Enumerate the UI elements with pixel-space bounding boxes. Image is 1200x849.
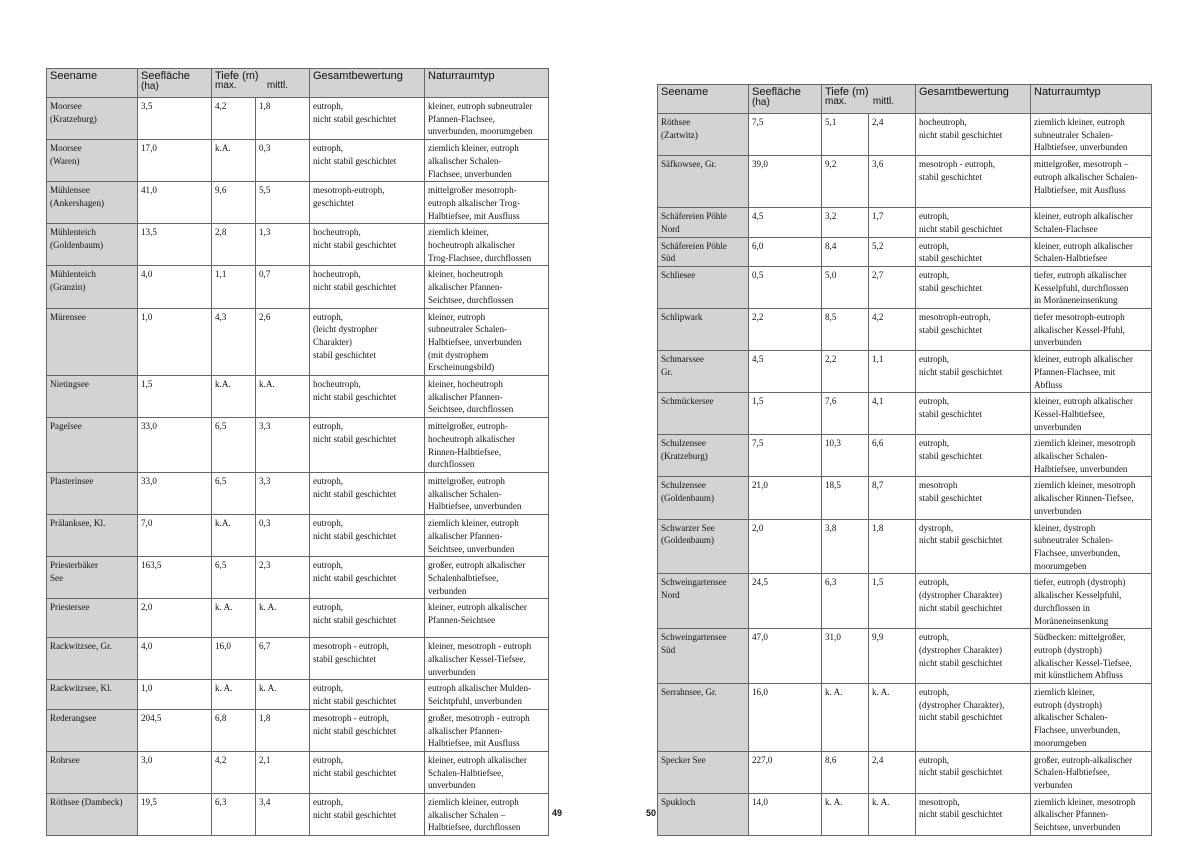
header-naturraumtyp: Naturraumtyp [1031, 85, 1152, 114]
header-seename: Seename [47, 69, 138, 98]
cell-gesamtbewertung: eutroph, nicht stabil geschichtet [310, 418, 425, 473]
cell-naturraumtyp: kleiner, dystroph subneutraler Schalen- Flachsee, unverbunden, moorumgeben [1031, 519, 1152, 574]
cell-seeflaeche: 4,5 [749, 351, 822, 393]
cell-tiefe-max: 6,3 [822, 574, 869, 629]
header-tiefe: Tiefe (m) max. mittl. [212, 69, 310, 98]
cell-seename: Schweingartensee Nord [658, 574, 749, 629]
cell-seeflaeche: 19,5 [138, 794, 212, 836]
cell-naturraumtyp: eutroph alkalischer Mulden- Seichtpfuhl, unverbunden [425, 680, 549, 709]
cell-naturraumtyp: großer, mesotroph - eutroph alkalischer Pfannen- Halbtiefsee, mit Ausfluss [425, 709, 549, 751]
cell-seename: Mühlenteich (Granzin) [47, 266, 138, 308]
cell-seename: Schwarzer See (Goldenbaum) [658, 519, 749, 574]
cell-seename: Moorsee (Waren) [47, 140, 138, 182]
cell-seename: Serrahnsee, Gr. [658, 684, 749, 752]
cell-tiefe-max: 4,2 [212, 98, 256, 140]
cell-seename: Mürensee [47, 308, 138, 376]
cell-naturraumtyp: kleiner, eutroph alkalischer Schalen-Flachsee [1031, 208, 1152, 237]
cell-naturraumtyp: kleiner, hocheutroph alkalischer Pfannen- Seichtsee, durchflossen [425, 266, 549, 308]
cell-seename: Rackwitzsee, Gr. [47, 638, 138, 680]
cell-tiefe-max: 4,3 [212, 308, 256, 376]
lake-table-right [657, 84, 1152, 836]
table-row [658, 266, 1152, 308]
table-row [658, 477, 1152, 519]
cell-tiefe-mittl: 9,9 [869, 629, 916, 684]
cell-tiefe-mittl: 5,2 [869, 237, 916, 266]
cell-tiefe-max: 3,2 [822, 208, 869, 237]
table-row [47, 308, 549, 376]
table-row [47, 794, 549, 836]
cell-gesamtbewertung: eutroph, (dystropher Charakter) nicht stabil geschichtet [916, 629, 1031, 684]
cell-seeflaeche: 1,5 [749, 393, 822, 435]
header-tiefe: Tiefe (m) max. mittl. [822, 85, 916, 114]
cell-gesamtbewertung: eutroph, nicht stabil geschichtet [916, 751, 1031, 793]
cell-tiefe-max: 4,2 [212, 751, 256, 793]
cell-tiefe-mittl: 0,7 [256, 266, 310, 308]
cell-tiefe-mittl: 2,4 [869, 114, 916, 156]
table-row [658, 156, 1152, 208]
cell-seeflaeche: 7,5 [749, 114, 822, 156]
cell-tiefe-max: 6,5 [212, 472, 256, 514]
cell-naturraumtyp: ziemlich kleiner, mesotroph alkalischer Rinnen-Tiefsee, unverbunden [1031, 477, 1152, 519]
cell-gesamtbewertung: eutroph, nicht stabil geschichtet [310, 472, 425, 514]
cell-seename: Moorsee (Kratzeburg) [47, 98, 138, 140]
table-header-row [658, 85, 1152, 114]
table-row [658, 684, 1152, 752]
table-row [47, 557, 549, 599]
page-number-right: 50 [646, 808, 657, 818]
header-naturraumtyp: Naturraumtyp [425, 69, 549, 98]
cell-tiefe-mittl: 1,8 [256, 98, 310, 140]
cell-gesamtbewertung: eutroph, (dystropher Charakter) nicht stabil geschichtet [916, 574, 1031, 629]
cell-naturraumtyp: kleiner, eutroph alkalischer Kessel-Halbtiefsee, unverbunden [1031, 393, 1152, 435]
cell-seeflaeche: 6,0 [749, 237, 822, 266]
cell-naturraumtyp: kleiner, eutroph alkalischer Pfannen-Flachsee, mit Abfluss [1031, 351, 1152, 393]
cell-gesamtbewertung: eutroph, nicht stabil geschichtet [310, 599, 425, 638]
cell-tiefe-mittl: k.A. [256, 376, 310, 418]
cell-tiefe-max: 31,0 [822, 629, 869, 684]
cell-seename: Mühlensee (Ankershagen) [47, 182, 138, 224]
lake-table-left [46, 68, 549, 836]
cell-naturraumtyp: mittelgroßer, mesotroph – eutroph alkalischer Schalen- Halbtiefsee, mit Ausfluss [1031, 156, 1152, 208]
cell-gesamtbewertung: eutroph, nicht stabil geschichtet [310, 794, 425, 836]
cell-seename: Schlipwark [658, 309, 749, 351]
cell-tiefe-mittl: 1,8 [869, 519, 916, 574]
header-gesamtbewertung: Gesamtbewertung [310, 69, 425, 98]
cell-seename: Schulzensee (Kratzeburg) [658, 435, 749, 477]
cell-tiefe-max: 1,1 [212, 266, 256, 308]
cell-tiefe-max: 8,5 [822, 309, 869, 351]
page-number-left: 49 [552, 808, 563, 818]
table-row [47, 224, 549, 266]
cell-seeflaeche: 13,5 [138, 224, 212, 266]
cell-seename: Schmarssee Gr. [658, 351, 749, 393]
cell-seeflaeche: 1,0 [138, 308, 212, 376]
cell-tiefe-max: 2,2 [822, 351, 869, 393]
cell-tiefe-mittl: 2,4 [869, 751, 916, 793]
cell-gesamtbewertung: eutroph, stabil geschichtet [916, 435, 1031, 477]
cell-seeflaeche: 227,0 [749, 751, 822, 793]
cell-tiefe-mittl: 4,2 [869, 309, 916, 351]
cell-seename: Nietingsee [47, 376, 138, 418]
cell-tiefe-mittl: 2,6 [256, 308, 310, 376]
table-row [47, 515, 549, 557]
cell-seeflaeche: 3,5 [138, 98, 212, 140]
table-row [47, 266, 549, 308]
cell-tiefe-max: 6,8 [212, 709, 256, 751]
header-seeflaeche: Seefläche (ha) [138, 69, 212, 98]
cell-naturraumtyp: tiefer, eutroph alkalischer Kesselpfuhl, durchflossen in Moräneneinsenkung [1031, 266, 1152, 308]
cell-seename: Priesterbäker See [47, 557, 138, 599]
cell-seename: Spukloch [658, 793, 749, 835]
cell-gesamtbewertung: eutroph, nicht stabil geschichtet [310, 140, 425, 182]
table-row [658, 309, 1152, 351]
cell-gesamtbewertung: mesotroph-eutroph, stabil geschichtet [916, 309, 1031, 351]
table-row [658, 793, 1152, 835]
cell-tiefe-max: k. A. [212, 599, 256, 638]
cell-gesamtbewertung: mesotroph, nicht stabil geschichtet [916, 793, 1031, 835]
cell-seename: Schweingartensee Süd [658, 629, 749, 684]
cell-tiefe-max: 18,5 [822, 477, 869, 519]
cell-naturraumtyp: kleiner, hocheutroph alkalischer Pfannen- Seichtsee, durchflossen [425, 376, 549, 418]
table-row [658, 751, 1152, 793]
cell-tiefe-mittl: k. A. [869, 793, 916, 835]
cell-gesamtbewertung: mesotroph-eutroph, geschichtet [310, 182, 425, 224]
cell-naturraumtyp: ziemlich kleiner, mesotroph alkalischer Pfannen- Seichtsee, unverbunden [1031, 793, 1152, 835]
cell-tiefe-max: 5,1 [822, 114, 869, 156]
cell-gesamtbewertung: mesotroph - eutroph, stabil geschichtet [916, 156, 1031, 208]
cell-seeflaeche: 2,0 [749, 519, 822, 574]
cell-seeflaeche: 33,0 [138, 472, 212, 514]
cell-seename: Plasterinsee [47, 472, 138, 514]
cell-seeflaeche: 163,5 [138, 557, 212, 599]
header-tiefe-max: max. [215, 80, 237, 91]
cell-tiefe-mittl: 3,6 [869, 156, 916, 208]
cell-seename: Säfkowsee, Gr. [658, 156, 749, 208]
table-row [47, 751, 549, 793]
table-row [658, 393, 1152, 435]
cell-seename: Schulzensee (Goldenbaum) [658, 477, 749, 519]
cell-seename: Schmückersee [658, 393, 749, 435]
cell-tiefe-max: 8,6 [822, 751, 869, 793]
cell-gesamtbewertung: eutroph, stabil geschichtet [916, 393, 1031, 435]
cell-seeflaeche: 16,0 [749, 684, 822, 752]
cell-seename: Röthsee (Zartwitz) [658, 114, 749, 156]
cell-tiefe-mittl: 0,3 [256, 140, 310, 182]
cell-tiefe-max: 6,5 [212, 418, 256, 473]
table-row [658, 519, 1152, 574]
cell-tiefe-mittl: 6,7 [256, 638, 310, 680]
cell-tiefe-mittl: 1,3 [256, 224, 310, 266]
cell-tiefe-max: 10,3 [822, 435, 869, 477]
cell-naturraumtyp: ziemlich kleiner, eutroph alkalischer Schalen- Flachsee, unverbunden [425, 140, 549, 182]
table-row [47, 418, 549, 473]
cell-tiefe-mittl: k. A. [256, 680, 310, 709]
cell-tiefe-mittl: 3,3 [256, 418, 310, 473]
cell-gesamtbewertung: eutroph, nicht stabil geschichtet [310, 680, 425, 709]
cell-gesamtbewertung: hocheutroph, nicht stabil geschichtet [916, 114, 1031, 156]
cell-tiefe-mittl: 2,1 [256, 751, 310, 793]
cell-tiefe-mittl: 0,3 [256, 515, 310, 557]
cell-tiefe-mittl: 3,4 [256, 794, 310, 836]
cell-naturraumtyp: ziemlich kleiner, eutroph (dystroph) alkalischer Schalen- Flachsee, unverbunden, moorumgeben [1031, 684, 1152, 752]
cell-naturraumtyp: ziemlich kleiner, mesotroph alkalischer Schalen- Halbtiefsee, unverbunden [1031, 435, 1152, 477]
cell-gesamtbewertung: eutroph, nicht stabil geschichtet [310, 557, 425, 599]
table-row [47, 182, 549, 224]
cell-seeflaeche: 41,0 [138, 182, 212, 224]
cell-gesamtbewertung: eutroph, (leicht dystropher Charakter) stabil geschichtet [310, 308, 425, 376]
cell-seeflaeche: 14,0 [749, 793, 822, 835]
cell-tiefe-max: k.A. [212, 376, 256, 418]
cell-seename: Priestersee [47, 599, 138, 638]
cell-naturraumtyp: ziemlich kleiner, eutroph subneutraler Schalen- Halbtiefsee, unverbunden [1031, 114, 1152, 156]
cell-tiefe-mittl: 8,7 [869, 477, 916, 519]
cell-seeflaeche: 2,0 [138, 599, 212, 638]
cell-naturraumtyp: großer, eutroph-alkalischer Schalen-Halbtiefsee, verbunden [1031, 751, 1152, 793]
cell-gesamtbewertung: hocheutroph, nicht stabil geschichtet [310, 266, 425, 308]
cell-naturraumtyp: kleiner, eutroph alkalischer Schalen-Halbtiefsee [1031, 237, 1152, 266]
cell-gesamtbewertung: dystroph, nicht stabil geschichtet [916, 519, 1031, 574]
cell-gesamtbewertung: eutroph, stabil geschichtet [916, 266, 1031, 308]
cell-tiefe-mittl: 6,6 [869, 435, 916, 477]
table-row [658, 629, 1152, 684]
cell-tiefe-mittl: 5,5 [256, 182, 310, 224]
cell-tiefe-mittl: 2,7 [869, 266, 916, 308]
cell-tiefe-mittl: k. A. [869, 684, 916, 752]
cell-seeflaeche: 33,0 [138, 418, 212, 473]
cell-seeflaeche: 17,0 [138, 140, 212, 182]
cell-tiefe-max: 5,0 [822, 266, 869, 308]
cell-naturraumtyp: kleiner, eutroph alkalischer Pfannen-Seichtsee [425, 599, 549, 638]
cell-seename: Schliesee [658, 266, 749, 308]
cell-naturraumtyp: mittelgroßer, eutroph alkalischer Schalen- Halbtiefsee, unverbunden [425, 472, 549, 514]
cell-seeflaeche: 47,0 [749, 629, 822, 684]
table-header-row [47, 69, 549, 98]
cell-seeflaeche: 4,0 [138, 266, 212, 308]
cell-naturraumtyp: Südbecken: mittelgroßer, eutroph (dystroph) alkalischer Kessel-Tiefsee, mit künstlichem Abfluss [1031, 629, 1152, 684]
cell-seeflaeche: 1,0 [138, 680, 212, 709]
header-tiefe-mittl: mittl. [266, 80, 288, 91]
cell-gesamtbewertung: mesotroph stabil geschichtet [916, 477, 1031, 519]
cell-gesamtbewertung: mesotroph - eutroph, stabil geschichtet [310, 638, 425, 680]
cell-seeflaeche: 4,0 [138, 638, 212, 680]
cell-seename: Rohrsee [47, 751, 138, 793]
table-row [47, 376, 549, 418]
cell-gesamtbewertung: eutroph, (dystropher Charakter), nicht stabil geschichtet [916, 684, 1031, 752]
cell-tiefe-mittl: 4,1 [869, 393, 916, 435]
cell-tiefe-mittl: k. A. [256, 599, 310, 638]
cell-seename: Röthsee (Dambeck) [47, 794, 138, 836]
cell-gesamtbewertung: eutroph, nicht stabil geschichtet [310, 515, 425, 557]
cell-gesamtbewertung: hocheutroph, nicht stabil geschichtet [310, 376, 425, 418]
cell-seename: Prälanksee, Kl. [47, 515, 138, 557]
cell-naturraumtyp: kleiner, eutroph alkalischer Schalen-Halbtiefsee, unverbunden [425, 751, 549, 793]
table-row [658, 574, 1152, 629]
cell-seeflaeche: 7,5 [749, 435, 822, 477]
cell-tiefe-max: 3,8 [822, 519, 869, 574]
cell-naturraumtyp: mittelgroßer, eutroph- hocheutroph alkalischer Rinnen-Halbtiefsee, durchflossen [425, 418, 549, 473]
cell-seeflaeche: 204,5 [138, 709, 212, 751]
cell-seeflaeche: 2,2 [749, 309, 822, 351]
cell-gesamtbewertung: eutroph, nicht stabil geschichtet [916, 351, 1031, 393]
cell-naturraumtyp: kleiner, eutroph subneutraler Pfannen-Flachsee, unverbunden, moorumgeben [425, 98, 549, 140]
table-row [658, 351, 1152, 393]
cell-tiefe-mittl: 2,3 [256, 557, 310, 599]
cell-gesamtbewertung: eutroph, nicht stabil geschichtet [916, 208, 1031, 237]
cell-naturraumtyp: kleiner, mesotroph - eutroph alkalischer Kessel-Tiefsee, unverbunden [425, 638, 549, 680]
cell-tiefe-mittl: 1,5 [869, 574, 916, 629]
cell-tiefe-max: k. A. [822, 793, 869, 835]
table-row [47, 98, 549, 140]
page-right [657, 84, 1151, 836]
cell-tiefe-mittl: 1,8 [256, 709, 310, 751]
cell-tiefe-max: 16,0 [212, 638, 256, 680]
cell-naturraumtyp: tiefer mesotroph-eutroph alkalischer Kessel-Pfuhl, unverbunden [1031, 309, 1152, 351]
cell-naturraumtyp: ziemlich kleiner, eutroph alkalischer Pfannen- Seichtsee, unverbunden [425, 515, 549, 557]
table-row [658, 435, 1152, 477]
cell-seeflaeche: 39,0 [749, 156, 822, 208]
cell-naturraumtyp: mittelgroßer mesotroph- eutroph alkalischer Trog- Halbtiefsee, mit Ausfluss [425, 182, 549, 224]
table-row [47, 680, 549, 709]
cell-gesamtbewertung: mesotroph - eutroph, nicht stabil geschichtet [310, 709, 425, 751]
table-row [47, 472, 549, 514]
cell-tiefe-max: 6,3 [212, 794, 256, 836]
cell-seeflaeche: 3,0 [138, 751, 212, 793]
cell-seeflaeche: 24,5 [749, 574, 822, 629]
cell-tiefe-max: 7,6 [822, 393, 869, 435]
table-row [47, 638, 549, 680]
cell-tiefe-max: 6,5 [212, 557, 256, 599]
page-left [46, 68, 548, 836]
cell-seename: Schäfereien Pöhle Süd [658, 237, 749, 266]
header-gesamtbewertung: Gesamtbewertung [916, 85, 1031, 114]
cell-tiefe-max: k.A. [212, 515, 256, 557]
header-seename: Seename [658, 85, 749, 114]
cell-tiefe-max: 8,4 [822, 237, 869, 266]
cell-gesamtbewertung: eutroph, stabil geschichtet [916, 237, 1031, 266]
cell-seename: Rackwitzsee, Kl. [47, 680, 138, 709]
cell-naturraumtyp: ziemlich kleiner, eutroph alkalischer Schalen – Halbtiefsee, durchflossen [425, 794, 549, 836]
table-row [47, 599, 549, 638]
cell-tiefe-max: 9,6 [212, 182, 256, 224]
header-seeflaeche: Seefläche (ha) [749, 85, 822, 114]
table-row [658, 237, 1152, 266]
cell-tiefe-max: 9,2 [822, 156, 869, 208]
table-row [658, 208, 1152, 237]
cell-naturraumtyp: kleiner, eutroph subneutraler Schalen- Halbtiefsee, unverbunden (mit dystrophem Erscheinungsbild) [425, 308, 549, 376]
cell-tiefe-max: k.A. [212, 140, 256, 182]
cell-tiefe-mittl: 3,3 [256, 472, 310, 514]
header-tiefe-mittl: mittl. [872, 96, 894, 107]
cell-seeflaeche: 7,0 [138, 515, 212, 557]
cell-seename: Schäfereien Pöhle Nord [658, 208, 749, 237]
header-tiefe-max: max. [825, 96, 847, 107]
cell-seename: Pagelsee [47, 418, 138, 473]
cell-gesamtbewertung: eutroph, nicht stabil geschichtet [310, 98, 425, 140]
cell-tiefe-mittl: 1,7 [869, 208, 916, 237]
table-row [47, 140, 549, 182]
cell-naturraumtyp: ziemlich kleiner, hocheutroph alkalischer Trog-Flachsee, durchflossen [425, 224, 549, 266]
cell-seename: Specker See [658, 751, 749, 793]
cell-tiefe-max: k. A. [822, 684, 869, 752]
cell-seename: Mühlenteich (Goldenbaum) [47, 224, 138, 266]
cell-seeflaeche: 4,5 [749, 208, 822, 237]
cell-seeflaeche: 21,0 [749, 477, 822, 519]
table-row [658, 114, 1152, 156]
cell-gesamtbewertung: hocheutroph, nicht stabil geschichtet [310, 224, 425, 266]
cell-naturraumtyp: großer, eutroph alkalischer Schalenhalbtiefsee, verbunden [425, 557, 549, 599]
cell-seeflaeche: 1,5 [138, 376, 212, 418]
cell-tiefe-max: 2,8 [212, 224, 256, 266]
cell-naturraumtyp: tiefer, eutroph (dystroph) alkalischer Kesselpfuhl, durchflossen in Moräneneinsenkung [1031, 574, 1152, 629]
cell-tiefe-mittl: 1,1 [869, 351, 916, 393]
cell-seename: Rederangsee [47, 709, 138, 751]
cell-seeflaeche: 0,5 [749, 266, 822, 308]
cell-tiefe-max: k. A. [212, 680, 256, 709]
table-row [47, 709, 549, 751]
cell-gesamtbewertung: eutroph, nicht stabil geschichtet [310, 751, 425, 793]
